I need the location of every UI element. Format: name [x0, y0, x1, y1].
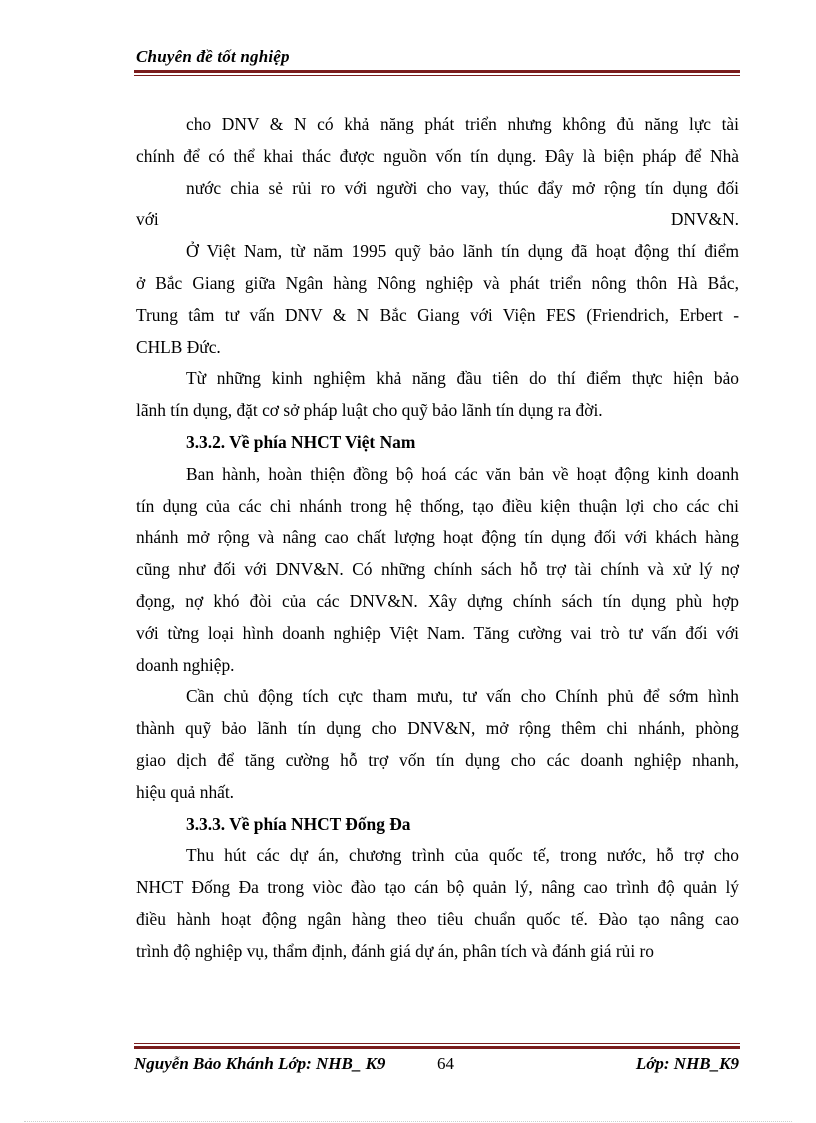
text-fragment: DNV&N. — [670, 209, 739, 230]
text-line-split — [136, 204, 739, 236]
text-line: Trung tâm tư vấn DNV & N Bắc Giang với Viện FES (Friendrich, Erbert - — [136, 304, 739, 325]
text-line: thành quỹ bảo lãnh tín dụng cho DNV&N, mở rộng thêm chi nhánh, phòng — [136, 718, 739, 739]
text-line: Ở Việt Nam, từ năm 1995 quỹ bảo lãnh tín dụng đã hoạt động thí điểm — [186, 241, 739, 262]
text-line: nước chia sẻ rủi ro với người cho vay, thúc đẩy mở rộng tín dụng đối — [186, 177, 739, 198]
text-line: ở Bắc Giang giữa Ngân hàng Nông nghiệp và phát triển nông thôn Hà Bắc, — [136, 272, 739, 293]
document-body — [136, 109, 739, 968]
header-rule-thin — [134, 75, 740, 76]
text-line: doanh nghiệp. — [136, 654, 235, 675]
header-rule-thick — [134, 70, 740, 73]
footer-rule-thick — [134, 1046, 740, 1049]
text-line: Ban hành, hoàn thiện đồng bộ hoá các văn bản về hoạt động kinh doanh — [186, 463, 739, 484]
text-line: tín dụng của các chi nhánh trong hệ thống, tạo điều kiện thuận lợi cho các chi — [136, 495, 739, 516]
text-line: nhánh mở rộng và nâng cao chất lượng hoạt động tín dụng đối với khách hàng — [136, 527, 739, 548]
text-line: Từ những kinh nghiệm khả năng đầu tiên do thí điểm thực hiện bảo — [186, 368, 739, 389]
text-line: CHLB Đức. — [136, 336, 221, 357]
text-line: với từng loại hình doanh nghiệp Việt Nam. Tăng cường vai trò tư vấn đối với — [136, 622, 739, 643]
text-line: chính để có thể khai thác được nguồn vốn tín dụng. Đây là biện pháp để Nhà — [136, 145, 739, 166]
text-line: Cần chủ động tích cực tham mưu, tư vấn cho Chính phủ để sớm hình — [186, 686, 739, 707]
page-header-title: Chuyên đề tốt nghiệp — [136, 47, 290, 66]
footer-author-class: Nguyễn Bảo Khánh Lớp: NHB_ K9 — [134, 1054, 386, 1073]
footer-rule-thin — [134, 1043, 740, 1044]
text-line: đọng, nợ khó đòi của các DNV&N. Xây dựng chính sách tín dụng phù hợp — [136, 590, 739, 611]
text-line: lãnh tín dụng, đặt cơ sở pháp luật cho quỹ bảo lãnh tín dụng ra đời. — [136, 400, 603, 421]
section-heading: 3.3.2. Về phía NHCT Việt Nam — [186, 431, 416, 452]
text-line: cho DNV & N có khả năng phát triển nhưng không đủ năng lực tài — [186, 114, 739, 134]
text-line: điều hành hoạt động ngân hàng theo tiêu chuẩn quốc tế. Đào tạo nâng cao — [136, 908, 739, 929]
text-line: cũng như đối với DNV&N. Có những chính sách hỗ trợ tài chính và xử lý nợ — [136, 559, 739, 580]
page-number: 64 — [437, 1054, 454, 1073]
text-line: NHCT Đống Đa trong viòc đào tạo cán bộ quản lý, nâng cao trình độ quản lý — [136, 877, 739, 898]
text-line: trình độ nghiệp vụ, thẩm định, đánh giá dự án, phân tích và đánh giá rủi ro — [136, 940, 654, 961]
text-line: giao dịch để tăng cường hỗ trợ vốn tín dụng cho các doanh nghiệp nhanh, — [136, 749, 739, 770]
footer-class-label: Lớp: NHB_K9 — [635, 1054, 739, 1073]
text-line: hiệu quả nhất. — [136, 781, 235, 802]
section-heading: 3.3.3. Về phía NHCT Đống Đa — [186, 813, 411, 834]
text-fragment: với — [136, 209, 159, 230]
text-line: Thu hút các dự án, chương trình của quốc tế, trong nước, hỗ trợ cho — [186, 845, 739, 866]
page-edge-dots — [24, 1121, 792, 1122]
